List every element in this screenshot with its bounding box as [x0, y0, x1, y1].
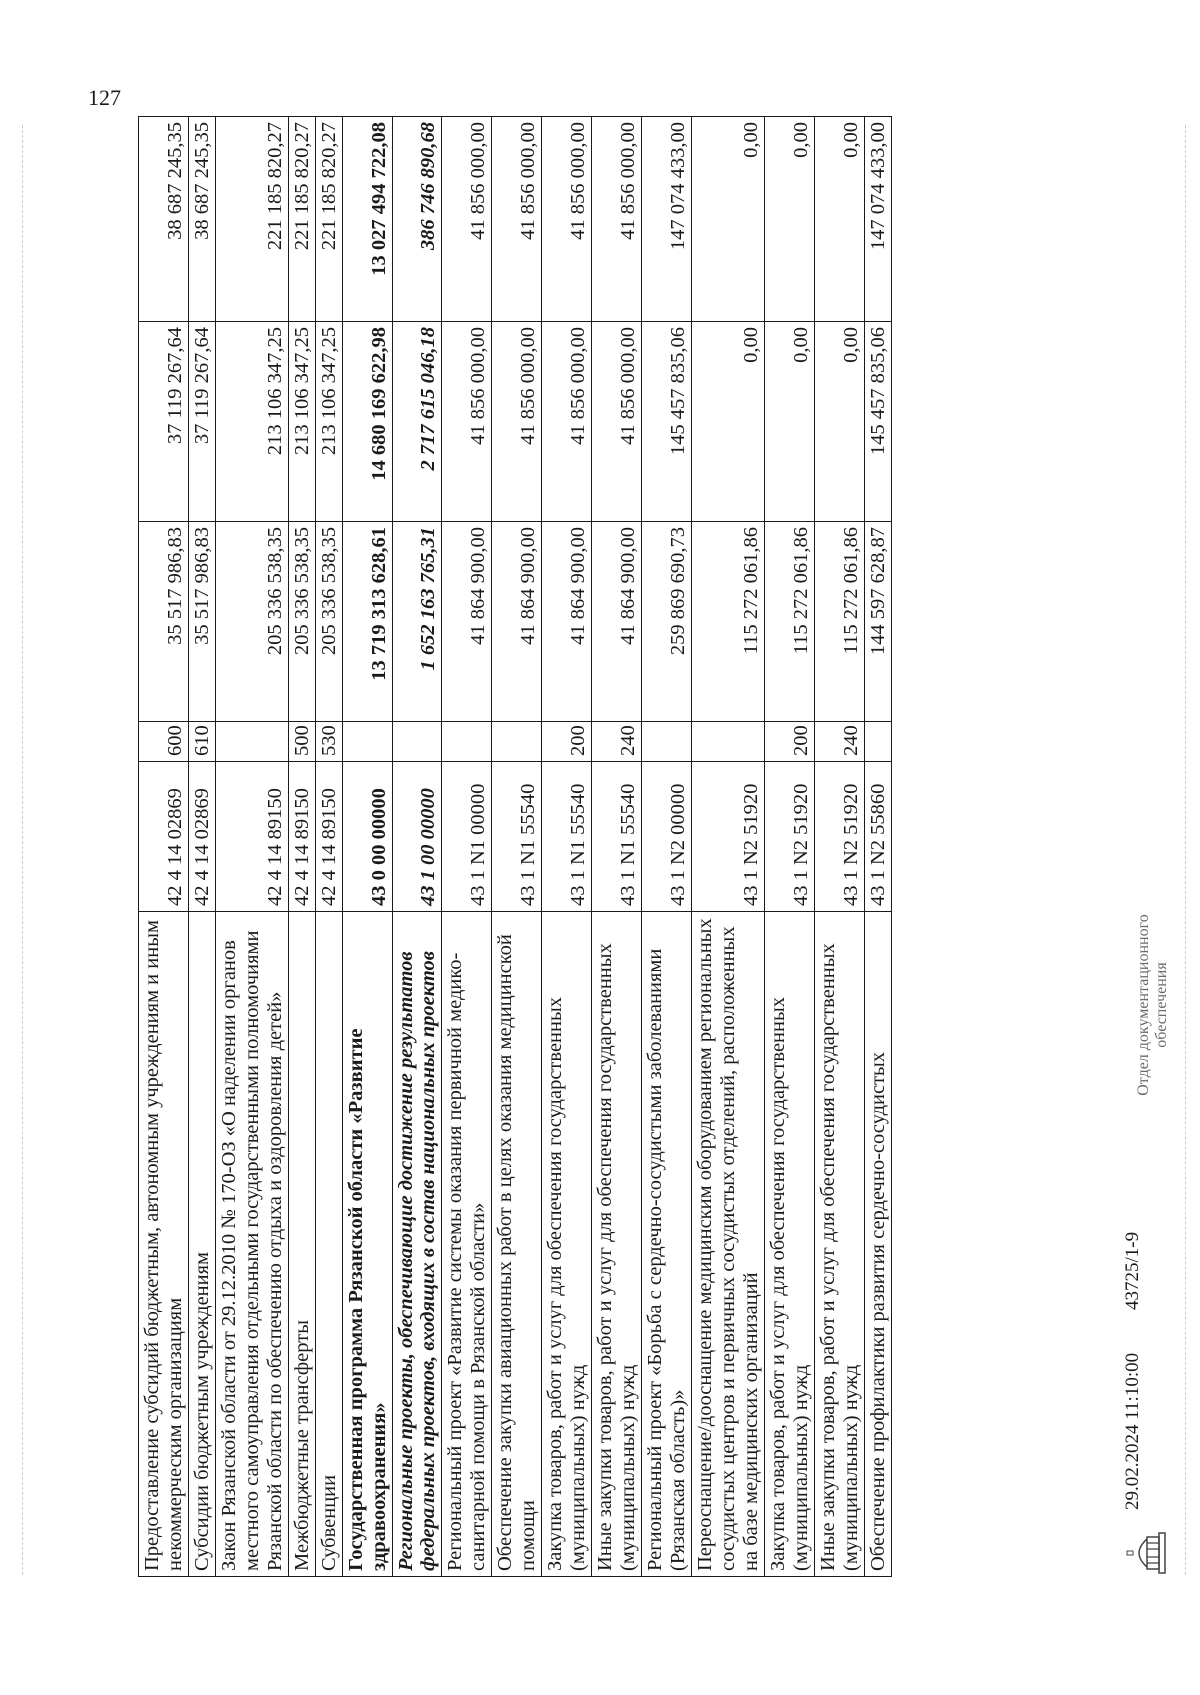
row-value-year-3: 221 185 820,27: [315, 117, 342, 322]
row-value-year-1: 35 517 986,83: [188, 522, 215, 722]
row-expense-type: [691, 722, 764, 762]
table-row: [342, 117, 392, 1577]
row-description: Региональные проекты, обеспечивающие достижение результатов федеральных проектов, входящих в состав национальных проектов: [392, 912, 442, 1577]
table-row: [764, 117, 814, 1577]
row-value-year-2: 145 457 835,06: [642, 322, 692, 522]
row-value-year-1: 35 517 986,83: [139, 522, 189, 722]
row-code: 42 4 14 89150: [315, 762, 342, 912]
row-expense-type: 200: [542, 722, 592, 762]
row-value-year-1: 41 864 900,00: [442, 522, 492, 722]
row-value-year-3: 221 185 820,27: [215, 117, 288, 322]
row-description: Обеспечение закупки авиационных работ в целях оказания медицинской помощи: [492, 912, 542, 1577]
row-expense-type: 600: [139, 722, 189, 762]
row-value-year-1: 259 869 690,73: [642, 522, 692, 722]
row-value-year-2: 0,00: [691, 322, 764, 522]
row-value-year-1: 41 864 900,00: [542, 522, 592, 722]
scan-margin-line: [22, 125, 23, 1575]
row-value-year-3: 38 687 245,35: [139, 117, 189, 322]
row-expense-type: [215, 722, 288, 762]
row-value-year-3: 147 074 433,00: [864, 117, 891, 322]
row-description: Межбюджетные трансферты: [288, 912, 315, 1577]
row-value-year-2: 0,00: [764, 322, 814, 522]
row-expense-type: 240: [814, 722, 864, 762]
row-expense-type: 200: [764, 722, 814, 762]
row-value-year-1: 205 336 538,35: [315, 522, 342, 722]
row-value-year-2: 41 856 000,00: [442, 322, 492, 522]
row-value-year-1: 115 272 061,86: [764, 522, 814, 722]
row-code: 43 1 N2 55860: [864, 762, 891, 912]
row-value-year-3: 41 856 000,00: [492, 117, 542, 322]
department-stamp: [1135, 855, 1172, 1155]
row-expense-type: 610: [188, 722, 215, 762]
logo-icon: [1125, 1529, 1169, 1577]
row-code: 43 1 N1 55540: [592, 762, 642, 912]
row-value-year-3: 147 074 433,00: [642, 117, 692, 322]
row-description: Иные закупки товаров, работ и услуг для обеспечения государственных (муниципальных) нужд: [814, 912, 864, 1577]
row-code: 43 1 00 00000: [392, 762, 442, 912]
row-description: Переоснащение/дооснащение медицинским оборудованием региональных сосудистых центров и первичных сосудистых отделений, расположенных на базе медицинских организаций: [691, 912, 764, 1577]
row-code: 43 1 N2 51920: [691, 762, 764, 912]
row-value-year-3: 386 746 890,68: [392, 117, 442, 322]
table-row: [814, 117, 864, 1577]
row-value-year-2: 0,00: [814, 322, 864, 522]
row-value-year-3: 0,00: [691, 117, 764, 322]
row-value-year-1: 115 272 061,86: [691, 522, 764, 722]
row-value-year-3: 41 856 000,00: [442, 117, 492, 322]
row-description: Региональный проект «Борьба с сердечно-сосудистыми заболеваниями (Рязанская область)»: [642, 912, 692, 1577]
stamp-line-1: Отдел документационного: [1135, 914, 1152, 1096]
table-row: [139, 117, 189, 1577]
table-row: [392, 117, 442, 1577]
scan-margin-line: [1185, 125, 1186, 1575]
row-value-year-1: 41 864 900,00: [592, 522, 642, 722]
row-code: 42 4 14 89150: [288, 762, 315, 912]
row-value-year-1: 144 597 628,87: [864, 522, 891, 722]
row-expense-type: [392, 722, 442, 762]
row-value-year-3: 0,00: [764, 117, 814, 322]
row-value-year-2: 37 119 267,64: [188, 322, 215, 522]
table-row: [215, 117, 288, 1577]
row-expense-type: [442, 722, 492, 762]
row-value-year-2: 213 106 347,25: [288, 322, 315, 522]
row-value-year-1: 41 864 900,00: [492, 522, 542, 722]
row-value-year-2: 37 119 267,64: [139, 322, 189, 522]
table-row: [864, 117, 891, 1577]
row-value-year-3: 13 027 494 722,08: [342, 117, 392, 322]
row-expense-type: [342, 722, 392, 762]
row-expense-type: 500: [288, 722, 315, 762]
row-value-year-1: 115 272 061,86: [814, 522, 864, 722]
row-description: Государственная программа Рязанской области «Развитие здравоохранения»: [342, 912, 392, 1577]
row-value-year-3: 41 856 000,00: [592, 117, 642, 322]
row-description: Иные закупки товаров, работ и услуг для обеспечения государственных (муниципальных) нужд: [592, 912, 642, 1577]
table-row: [315, 117, 342, 1577]
row-description: Обеспечение профилактики развития сердечно-сосудистых: [864, 912, 891, 1577]
row-value-year-1: 205 336 538,35: [288, 522, 315, 722]
stamp-line-2: обеспечения: [1153, 962, 1171, 1048]
row-value-year-2: 213 106 347,25: [215, 322, 288, 522]
footer-document-number: 43725/1-9: [1122, 1231, 1143, 1310]
row-expense-type: 530: [315, 722, 342, 762]
row-code: 43 1 N1 00000: [442, 762, 492, 912]
table-row: [691, 117, 764, 1577]
row-value-year-2: 14 680 169 622,98: [342, 322, 392, 522]
row-code: 42 4 14 89150: [215, 762, 288, 912]
row-description: Предоставление субсидий бюджетным, автономным учреждениям и иным некоммерческим организациям: [139, 912, 189, 1577]
table-row: [442, 117, 492, 1577]
page-number: 127: [88, 85, 121, 110]
row-expense-type: [492, 722, 542, 762]
table-row: [288, 117, 315, 1577]
row-code: 43 1 N1 55540: [542, 762, 592, 912]
row-value-year-2: 41 856 000,00: [492, 322, 542, 522]
row-code: 43 1 N2 51920: [814, 762, 864, 912]
row-expense-type: [642, 722, 692, 762]
row-description: Закупка товаров, работ и услуг для обеспечения государственных (муниципальных) нужд: [764, 912, 814, 1577]
row-value-year-3: 0,00: [814, 117, 864, 322]
row-description: Закупка товаров, работ и услуг для обеспечения государственных (муниципальных) нужд: [542, 912, 592, 1577]
table-row: [642, 117, 692, 1577]
row-code: 42 4 14 02869: [139, 762, 189, 912]
row-code: 43 1 N2 00000: [642, 762, 692, 912]
row-expense-type: 240: [592, 722, 642, 762]
row-value-year-2: 41 856 000,00: [542, 322, 592, 522]
row-value-year-1: 1 652 163 765,31: [392, 522, 442, 722]
row-value-year-2: 213 106 347,25: [315, 322, 342, 522]
row-value-year-3: 41 856 000,00: [542, 117, 592, 322]
budget-table: [138, 116, 892, 1577]
table-row: [492, 117, 542, 1577]
row-description: Региональный проект «Развитие системы оказания первичной медико-санитарной помощи в Рязанской области»: [442, 912, 492, 1577]
footer-datetime: 29.02.2024 11:10:00: [1122, 1352, 1143, 1510]
table-row: [188, 117, 215, 1577]
row-description: Закон Рязанской области от 29.12.2010 № 170-ОЗ «О наделении органов местного самоуправления отдельными государственными полномочиями Рязанской области по обеспечению отдыха и оздоровления детей»: [215, 912, 288, 1577]
table-row: [592, 117, 642, 1577]
row-value-year-2: 2 717 615 046,18: [392, 322, 442, 522]
row-value-year-3: 221 185 820,27: [288, 117, 315, 322]
row-code: 43 1 N2 51920: [764, 762, 814, 912]
table-row: [542, 117, 592, 1577]
row-value-year-1: 13 719 313 628,61: [342, 522, 392, 722]
row-expense-type: [864, 722, 891, 762]
row-description: Субсидии бюджетным учреждениям: [188, 912, 215, 1577]
row-value-year-2: 41 856 000,00: [592, 322, 642, 522]
row-description: Субвенции: [315, 912, 342, 1577]
row-code: 42 4 14 02869: [188, 762, 215, 912]
row-value-year-2: 145 457 835,06: [864, 322, 891, 522]
row-code: 43 0 00 00000: [342, 762, 392, 912]
row-code: 43 1 N1 55540: [492, 762, 542, 912]
row-value-year-3: 38 687 245,35: [188, 117, 215, 322]
row-value-year-1: 205 336 538,35: [215, 522, 288, 722]
